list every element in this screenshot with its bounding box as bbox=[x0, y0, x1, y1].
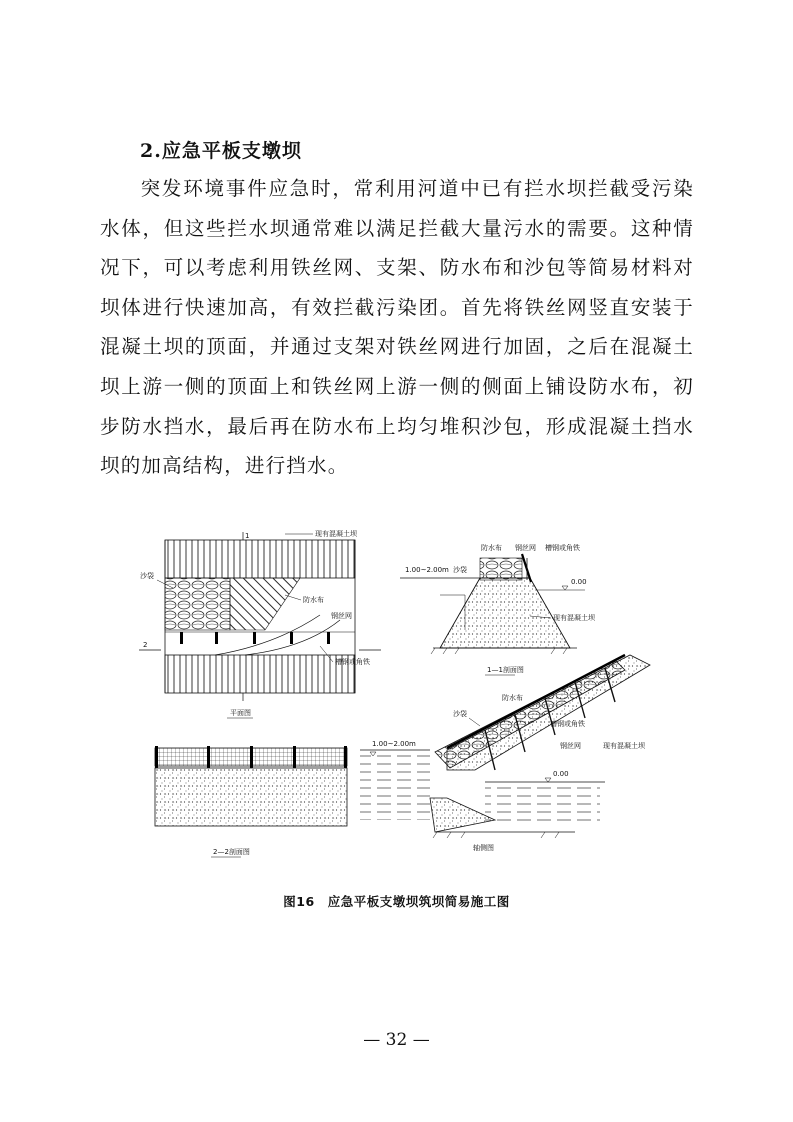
axo-label-sandbag: 沙袋 bbox=[453, 710, 467, 718]
body-paragraph-text: 突发环境事件应急时，常利用河道中已有拦水坝拦截受污染水体，但这些拦水坝通常难以满足拦截大量污水的需要。这种情况下，可以考虑利用铁丝网、支架、防水布和沙包等简易材料对坝体进行快速加高，有效拦截污染团。首先将铁丝网竖直安装于混凝土坝的顶面，并通过支架对铁丝网进行加固，之后在混凝土坝上游一侧的顶面上和铁丝网上游一侧的侧面上铺设防水布，初步防水挡水，最后再在防水布上均匀堆积沙包，形成混凝土挡水坝的加高结构，进行挡水。 bbox=[100, 177, 694, 478]
plan-label-existing-dam: 现有混凝土坝 bbox=[315, 530, 357, 538]
plan-view-title: 平面图 bbox=[230, 709, 251, 717]
plan-section-mark-2: 2 bbox=[143, 641, 148, 649]
s11-label-existing-dam: 现有混凝土坝 bbox=[553, 614, 595, 622]
construction-figure bbox=[135, 520, 655, 860]
axo-label-height: 1.00~2.00m bbox=[372, 740, 416, 748]
section-heading: 2.应急平板支墩坝 bbox=[140, 140, 302, 162]
section-1-1 bbox=[400, 543, 596, 675]
construction-drawing bbox=[135, 520, 655, 860]
s11-label-sandbag: 沙袋 bbox=[453, 566, 467, 574]
plan-posts bbox=[180, 632, 330, 644]
axo-label-elevation: 0.00 bbox=[553, 770, 569, 778]
s11-label-wire-mesh: 钢丝网 bbox=[515, 544, 536, 552]
plan-label-sandbag: 沙袋 bbox=[140, 572, 154, 580]
section-2-2 bbox=[155, 746, 347, 857]
body-paragraph bbox=[100, 169, 694, 486]
s11-label-waterproof-cloth: 防水布 bbox=[481, 544, 502, 552]
s11-label-channel-steel: 槽钢或角铁 bbox=[545, 544, 580, 552]
axo-title: 轴侧图 bbox=[473, 844, 494, 852]
axonometric-view bbox=[360, 655, 650, 852]
page-number: — 32 — bbox=[363, 1030, 430, 1050]
axo-label-wire-mesh: 钢丝网 bbox=[560, 742, 581, 750]
figure-caption: 图16 应急平板支墩坝筑坝简易施工图 bbox=[283, 894, 510, 909]
s22-title: 2—2剖面图 bbox=[213, 848, 250, 856]
plan-section-mark-1: 1 bbox=[245, 532, 250, 540]
plan-label-wire-mesh: 钢丝网 bbox=[331, 612, 352, 620]
axo-label-channel-steel: 槽钢或角铁 bbox=[550, 720, 585, 728]
plan-label-channel-steel: 槽钢或角铁 bbox=[335, 658, 370, 666]
axo-label-existing-dam: 现有混凝土坝 bbox=[603, 742, 645, 750]
axo-label-waterproof-cloth: 防水布 bbox=[502, 694, 523, 702]
plan-label-waterproof-cloth: 防水布 bbox=[303, 596, 324, 604]
s11-title: 1—1剖面图 bbox=[487, 666, 524, 674]
s11-label-elevation: 0.00 bbox=[571, 578, 587, 586]
plan-view bbox=[139, 529, 381, 718]
s11-label-height: 1.00~2.00m bbox=[405, 566, 449, 574]
